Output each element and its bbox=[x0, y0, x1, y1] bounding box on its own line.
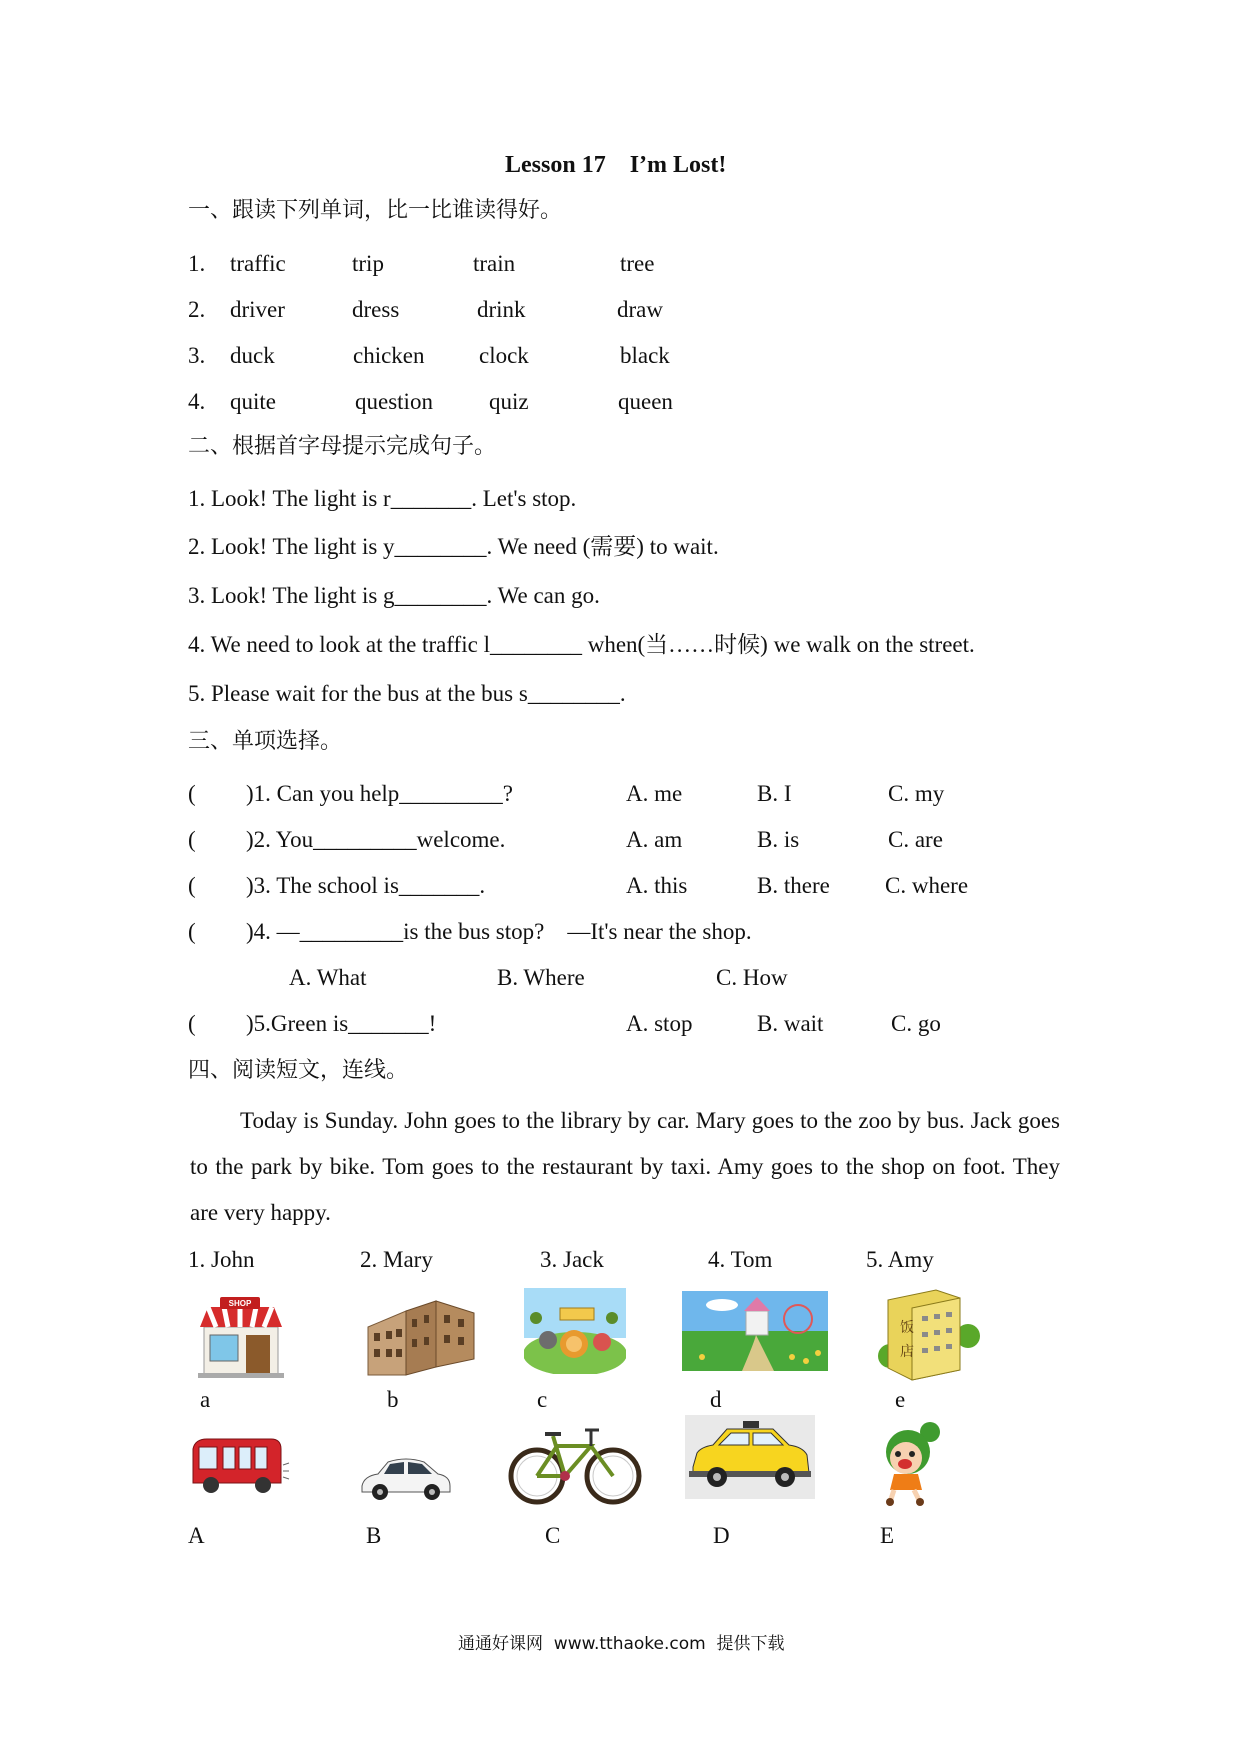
section4-heading: 四、阅读短文，连线。 bbox=[188, 1058, 409, 1083]
transport-label-a: A bbox=[188, 1523, 205, 1548]
word-row-4-w2: question bbox=[355, 389, 433, 414]
shop-icon bbox=[194, 1293, 286, 1379]
word-row-3-w3: clock bbox=[479, 343, 529, 368]
name-amy: 5. Amy bbox=[866, 1247, 934, 1272]
choice-paren-5: ( bbox=[188, 1011, 196, 1036]
fill-sentence-5: 5. Please wait for the bus at the bus s________. bbox=[188, 681, 626, 706]
word-row-1-num: 1. bbox=[188, 251, 206, 276]
section2-heading: 二、根据首字母提示完成句子。 bbox=[188, 434, 497, 459]
choice-paren-1: ( bbox=[188, 781, 196, 806]
page-title: Lesson 17 I’m Lost! bbox=[505, 152, 727, 178]
choice-question-1: )1. Can you help_________? bbox=[246, 781, 514, 806]
choice-paren-3: ( bbox=[188, 873, 196, 898]
taxi-icon bbox=[685, 1415, 815, 1499]
fill-sentence-4: 4. We need to look at the traffic l________ when(当……时候) we walk on the street. bbox=[188, 632, 975, 657]
word-row-2-w2: dress bbox=[352, 297, 400, 322]
fill-sentence-3: 3. Look! The light is g________. We can go. bbox=[188, 583, 600, 608]
section1-heading: 一、跟读下列单词，比一比谁读得好。 bbox=[188, 198, 563, 223]
choice-1-option-c: C. my bbox=[888, 781, 945, 806]
choice-paren-2: ( bbox=[188, 827, 196, 852]
bike-icon bbox=[507, 1422, 643, 1506]
footer-text: 通通好课网 www.tthaoke.com 提供下载 bbox=[458, 1634, 785, 1654]
transport-label-b: B bbox=[366, 1523, 382, 1548]
choice-4-option-b: B. Where bbox=[497, 965, 585, 990]
section3-heading: 三、单项选择。 bbox=[188, 729, 343, 754]
name-jack: 3. Jack bbox=[540, 1247, 604, 1272]
word-row-3-w4: black bbox=[620, 343, 670, 368]
choice-question-4: )4. —_________is the bus stop? —It's near the shop. bbox=[246, 919, 752, 944]
park-castle-icon bbox=[682, 1291, 828, 1371]
transport-label-d: D bbox=[713, 1523, 730, 1548]
choice-2-option-a: A. am bbox=[626, 827, 683, 852]
bus-icon bbox=[189, 1435, 291, 1497]
name-mary: 2. Mary bbox=[360, 1247, 433, 1272]
word-row-2-w1: driver bbox=[230, 297, 285, 322]
library-building-icon bbox=[366, 1297, 476, 1379]
word-row-1-w3: train bbox=[473, 251, 516, 276]
choice-4-option-a: A. What bbox=[289, 965, 367, 990]
choice-paren-4: ( bbox=[188, 919, 196, 944]
zoo-animals-icon bbox=[524, 1288, 626, 1374]
choice-question-5: )5.Green is_______! bbox=[246, 1011, 437, 1036]
word-row-4-num: 4. bbox=[188, 389, 206, 414]
restaurant-sign-char-1: 饭 bbox=[900, 1320, 914, 1336]
choice-1-option-b: B. I bbox=[757, 781, 792, 806]
choice-5-option-a: A. stop bbox=[626, 1011, 693, 1036]
transport-label-c: C bbox=[545, 1523, 561, 1548]
restaurant-sign-char-2: 店 bbox=[900, 1344, 914, 1360]
name-john: 1. John bbox=[188, 1247, 255, 1272]
choice-3-option-b: B. there bbox=[757, 873, 830, 898]
name-tom: 4. Tom bbox=[708, 1247, 773, 1272]
choice-2-option-c: C. are bbox=[888, 827, 943, 852]
word-row-1-w1: traffic bbox=[230, 251, 286, 276]
choice-5-option-b: B. wait bbox=[757, 1011, 824, 1036]
word-row-2-w4: draw bbox=[617, 297, 663, 322]
place-label-b: b bbox=[387, 1387, 399, 1412]
choice-2-option-b: B. is bbox=[757, 827, 800, 852]
word-row-1-w2: trip bbox=[352, 251, 384, 276]
choice-3-option-c: C. where bbox=[885, 873, 969, 898]
restaurant-building-icon bbox=[876, 1286, 988, 1382]
walking-girl-icon bbox=[878, 1420, 944, 1506]
choice-5-option-c: C. go bbox=[891, 1011, 941, 1036]
car-icon bbox=[358, 1456, 454, 1502]
word-row-4-w3: quiz bbox=[489, 389, 529, 414]
choice-1-option-a: A. me bbox=[626, 781, 683, 806]
word-row-3-w1: duck bbox=[230, 343, 275, 368]
shop-sign-text: SHOP bbox=[228, 1299, 252, 1308]
word-row-3-num: 3. bbox=[188, 343, 206, 368]
place-label-e: e bbox=[895, 1387, 906, 1412]
reading-passage: Today is Sunday. John goes to the library by car. Mary goes to the zoo by bus. Jack goes to the park by bike. Tom goes to the restaurant by taxi. Amy goes to the shop on foot. They are very happy. bbox=[190, 1108, 1060, 1225]
word-row-1-w4: tree bbox=[620, 251, 655, 276]
fill-sentence-1: 1. Look! The light is r_______. Let's stop. bbox=[188, 486, 577, 511]
word-row-2-w3: drink bbox=[477, 297, 526, 322]
word-row-4-w4: queen bbox=[618, 389, 673, 414]
word-row-2-num: 2. bbox=[188, 297, 206, 322]
choice-3-option-a: A. this bbox=[626, 873, 688, 898]
fill-sentence-2: 2. Look! The light is y________. We need (需要) to wait. bbox=[188, 534, 719, 559]
transport-label-e: E bbox=[880, 1523, 895, 1548]
word-row-3-w2: chicken bbox=[353, 343, 425, 368]
place-label-a: a bbox=[200, 1387, 211, 1412]
place-label-c: c bbox=[537, 1387, 548, 1412]
word-row-4-w1: quite bbox=[230, 389, 276, 414]
choice-4-option-c: C. How bbox=[716, 965, 788, 990]
place-label-d: d bbox=[710, 1387, 722, 1412]
choice-question-3: )3. The school is_______. bbox=[246, 873, 486, 898]
choice-question-2: )2. You_________welcome. bbox=[246, 827, 506, 852]
